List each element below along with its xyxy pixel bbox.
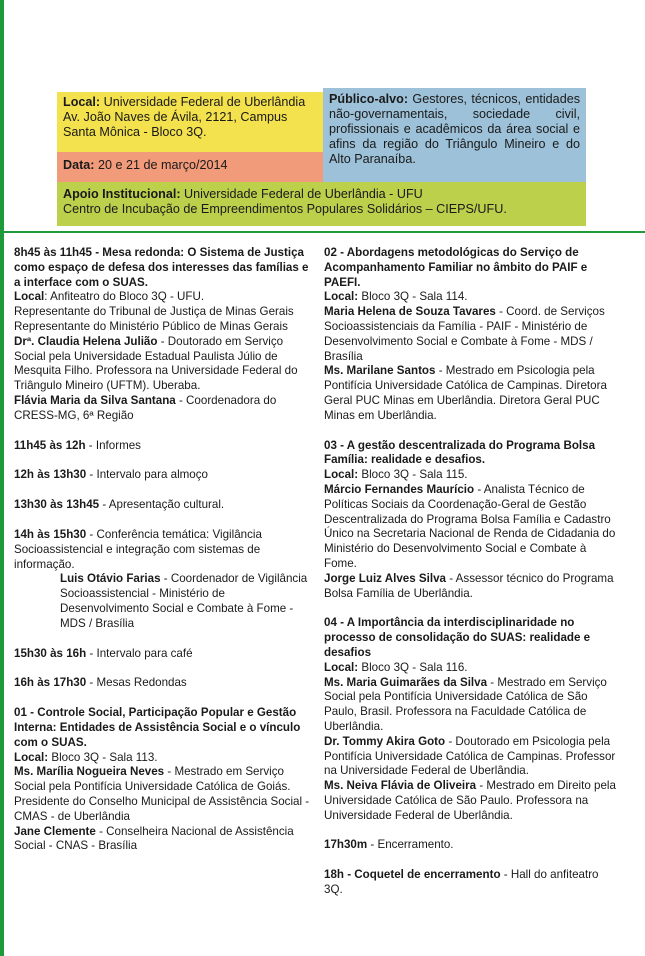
audience-label: Público-alvo: (329, 92, 409, 106)
mesa-redonda-heading: 8h45 às 11h45 - Mesa redonda: O Sistema de Justiça como espaço de defesa dos interesses das famílias e a interface com o SUAS. (14, 246, 309, 289)
session-03-local: Local: Bloco 3Q - Sala 115. (324, 468, 468, 482)
section-divider (0, 231, 645, 233)
mesa-local: Local: Anfiteatro do Bloco 3Q - UFU. (14, 290, 205, 304)
schedule-informes: 11h45 às 12h - Informes (14, 438, 141, 452)
local-line-3: Santa Mônica - Bloco 3Q. (63, 125, 207, 139)
support-line-1: Universidade Federal de Uberlândia - UFU (184, 187, 423, 201)
speaker-jorge: Jorge Luiz Alves Silva - Assessor técnico do Programa Bolsa Família de Uberlândia. (324, 571, 614, 600)
speaker-jane: Jane Clemente - Conselheira Nacional de Assistência Social - CNAS - Brasília (14, 824, 294, 853)
schedule-conferencia: 14h às 15h30 - Conferência temática: Vigilância Socioassistencial e integração com sistemas de informação. (14, 527, 262, 571)
local-line-2: Av. João Naves de Ávila, 2121, Campus (63, 110, 288, 124)
date-value: 20 e 21 de março/2014 (98, 158, 228, 172)
speaker-marilane: Ms. Marilane Santos - Mestrado em Psicologia pela Pontifícia Universidade Católica de Campinas. Diretora Geral PUC Minas em Uberlândia. Diretora Geral PUC Minas em Uberlândia. (324, 364, 607, 422)
representative-tribunal: Representante do Tribunal de Justiça de Minas Gerais (14, 305, 294, 319)
speaker-tommy: Dr. Tommy Akira Goto - Doutorado em Psicologia pela Pontifícia Universidade Católica de Campinas. Professor na Universidade Federal de Uberlândia. (324, 734, 616, 778)
representative-ministerio: Representante do Ministério Público de Minas Gerais (14, 319, 288, 333)
schedule-mesas: 16h às 17h30 - Mesas Redondas (14, 676, 187, 690)
date-box (57, 152, 323, 182)
date-label: Data: (63, 158, 95, 172)
speaker-luis: Luis Otávio Farias - Coordenador de Vigilância Socioassistencial - Ministério de Desenvolvimento Social e Combate à Fome - MDS / Brasília (60, 572, 308, 630)
session-02-local: Local: Bloco 3Q - Sala 114. (324, 290, 468, 304)
schedule-left-column (14, 246, 310, 854)
speaker-marcio: Márcio Fernandes Maurício - Analista Técnico de Políticas Sociais da Coordenação-Geral de Gestão Descentralizada do Programa Bolsa Família e Cadastro Único na Secretaria Nacional de Renda de Cidadania do Ministério do Desenvolvimento Social e Combate à Fome. (324, 482, 616, 570)
speaker-maria-guimaraes: Ms. Maria Guimarães da Silva - Mestrado em Serviço Social pela Pontifícia Universidade Católica de São Paulo, Brasil. Professora na Faculdade Católica de Uberlândia. (324, 675, 607, 733)
support-box (57, 182, 586, 226)
schedule-coquetel: 18h - Coquetel de encerramento - Hall do anfiteatro 3Q. (324, 868, 599, 897)
schedule-cultural: 13h30 às 13h45 - Apresentação cultural. (14, 498, 225, 512)
local-label: Local: (63, 95, 101, 109)
support-line-2: Centro de Incubação de Empreendimentos Populares Solidários – CIEPS/UFU. (63, 202, 507, 216)
local-line-1: Universidade Federal de Uberlândia (103, 95, 306, 109)
speaker-flavia: Flávia Maria da Silva Santana - Coordenadora do CRESS-MG, 6ª Região (14, 393, 277, 422)
speaker-neiva: Ms. Neiva Flávia de Oliveira - Mestrado em Direito pela Universidade Católica de São Paulo. Professora na Universidade Federal de Uberlândia. (324, 779, 616, 822)
speaker-claudia: Drª. Claudia Helena Julião - Doutorado em Serviço Social pela Universidade Estadual Paulista Júlio de Mesquita Filho. Professora na Universidade Federal do Triângulo Mineiro (UFTM). Uberaba. (14, 334, 298, 393)
speaker-marilia: Ms. Marília Nogueira Neves - Mestrado em Serviço Social pela Pontifícia Universidade Católica de Goiás. Presidente do Conselho Municipal de Assistência Social - CMAS - de Uberlândia (14, 765, 310, 823)
speaker-maria-helena: Maria Helena de Souza Tavares - Coord. de Serviços Socioassistenciais da Família - PAIF - Ministério de Desenvolvimento Social e Combate à Fome - MDS / Brasília (324, 305, 605, 363)
left-accent-bar-top (0, 0, 4, 232)
session-02-title: 02 - Abordagens metodológicas do Serviço de Acompanhamento Familiar no âmbito do PAIF e PAEFI. (324, 246, 588, 289)
schedule-encerramento: 17h30m - Encerramento. (324, 838, 454, 852)
audience-box (323, 88, 586, 182)
local-box (57, 92, 323, 152)
schedule-right-column (324, 246, 620, 898)
left-accent-bar-bottom (0, 232, 4, 956)
session-04-local: Local: Bloco 3Q - Sala 116. (324, 660, 468, 674)
session-04-title: 04 - A Importância da interdisciplinaridade no processo de consolidação do SUAS: realidade e desafios (324, 616, 591, 659)
support-label: Apoio Institucional: (63, 187, 181, 201)
schedule-almoco: 12h às 13h30 - Intervalo para almoço (14, 468, 208, 482)
session-01-title: 01 - Controle Social, Participação Popular e Gestão Interna: Entidades de Assistência Social e o vínculo com o SUAS. (14, 706, 301, 749)
session-03-title: 03 - A gestão descentralizada do Programa Bolsa Família: realidade e desafios. (324, 438, 596, 467)
session-01-local: Local: Bloco 3Q - Sala 113. (14, 750, 158, 764)
schedule-cafe: 15h30 às 16h - Intervalo para café (14, 646, 193, 660)
audience-text: Gestores, técnicos, entidades não-governamentais, sociedade civil, profissionais e acadêmicos da área social e afins da região do Triângulo Mineiro e do Alto Paranaíba. (329, 92, 580, 166)
